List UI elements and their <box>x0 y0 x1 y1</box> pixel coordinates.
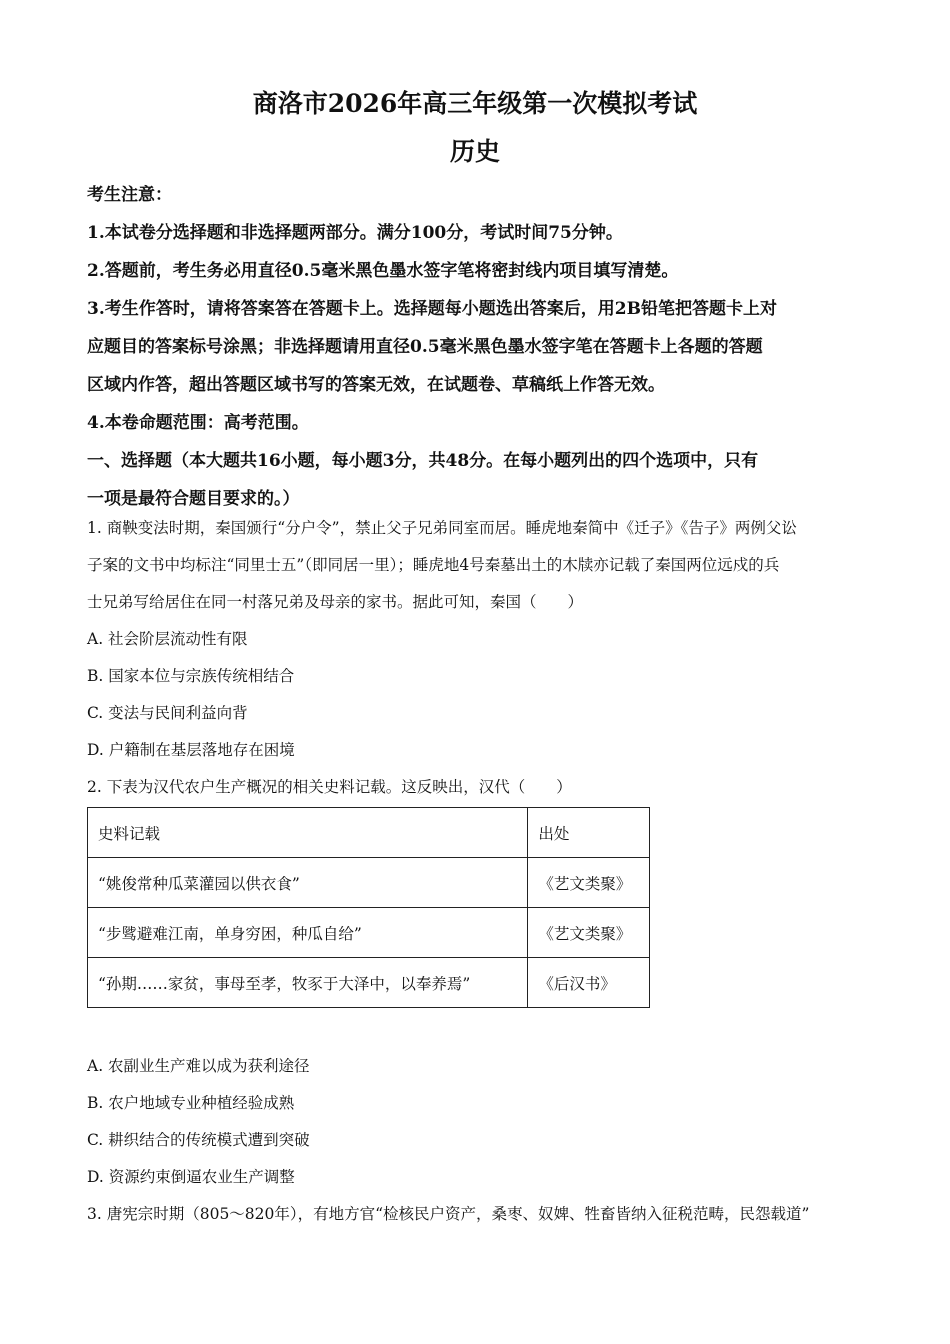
notice-item: 应题目的答案标号涂黑；非选择题请用直径0.5毫米黑色墨水签字笔在答题卡上各题的答题 <box>87 337 763 357</box>
option-c: C. 耕织结合的传统模式遭到突破 <box>87 1131 310 1149</box>
question-stem: 3. 唐宪宗时期（805～820年），有地方官“检核民户资产，桑枣、奴婢、牲畜皆纳入征税范畴，民怨载道” <box>87 1205 810 1223</box>
table-cell: “步骘避难江南，单身穷困，种瓜自给” <box>88 908 528 958</box>
table-cell: “姚俊常种瓜菜灌园以供衣食” <box>88 858 528 908</box>
option-a: A. 社会阶层流动性有限 <box>87 630 248 648</box>
option-c: C. 变法与民间利益向背 <box>87 704 248 722</box>
option-b: B. 国家本位与宗族传统相结合 <box>87 667 295 685</box>
table-cell: “孙期……家贫，事母至孝，牧豕于大泽中，以奉养焉” <box>88 958 528 1008</box>
source-table <box>87 807 650 1008</box>
notice-item: 3.考生作答时，请将答案答在答题卡上。选择题每小题选出答案后，用2B铅笔把答题卡上对 <box>87 299 777 319</box>
table-row <box>88 858 650 908</box>
notice-block <box>87 176 867 518</box>
table-header: 出处 <box>528 808 650 858</box>
question-stem: 士兄弟写给居住在同一村落兄弟及母亲的家书。据此可知，秦国（ ） <box>87 593 584 611</box>
question-1 <box>87 510 867 806</box>
table-cell: 《艺文类聚》 <box>528 908 650 958</box>
table-header: 史料记载 <box>88 808 528 858</box>
table-cell: 《后汉书》 <box>528 958 650 1008</box>
table-row <box>88 908 650 958</box>
notice-item: 2.答题前，考生务必用直径0.5毫米黑色墨水签字笔将密封线内项目填写清楚。 <box>87 261 679 281</box>
exam-title: 商洛市2026年高三年级第一次模拟考试 <box>252 89 698 118</box>
option-b: B. 农户地域专业种植经验成熟 <box>87 1094 295 1112</box>
question-stem: 1. 商鞅变法时期，秦国颁行“分户令”，禁止父子兄弟同室而居。睡虎地秦简中《迁子》《告子》两例父讼 <box>87 519 797 537</box>
option-d: D. 资源约束倒逼农业生产调整 <box>87 1168 295 1186</box>
section-heading-cont: 一项是最符合题目要求的。） <box>87 489 300 509</box>
notice-heading: 考生注意： <box>87 185 172 205</box>
option-a: A. 农副业生产难以成为获利途径 <box>87 1057 310 1075</box>
question-stem: 2. 下表为汉代农户生产概况的相关史料记载。这反映出，汉代（ ） <box>87 778 572 796</box>
table-row <box>88 958 650 1008</box>
option-d: D. 户籍制在基层落地存在困境 <box>87 741 295 759</box>
notice-item: 1.本试卷分选择题和非选择题两部分。满分100分，考试时间75分钟。 <box>87 223 623 243</box>
table-header-row <box>88 808 650 858</box>
question-2-options <box>87 1048 867 1233</box>
notice-item: 4.本卷命题范围：高考范围。 <box>87 413 309 433</box>
question-stem: 子案的文书中均标注“同里士五”（即同居一里）；睡虎地4号秦墓出土的木牍亦记载了秦国两位远戍的兵 <box>87 556 780 574</box>
section-heading: 一、选择题（本大题共16小题，每小题3分，共48分。在每小题列出的四个选项中，只有 <box>87 451 759 471</box>
notice-item: 区域内作答，超出答题区域书写的答案无效，在试题卷、草稿纸上作答无效。 <box>87 375 665 395</box>
subject-title: 历史 <box>449 137 500 166</box>
table-cell: 《艺文类聚》 <box>528 858 650 908</box>
